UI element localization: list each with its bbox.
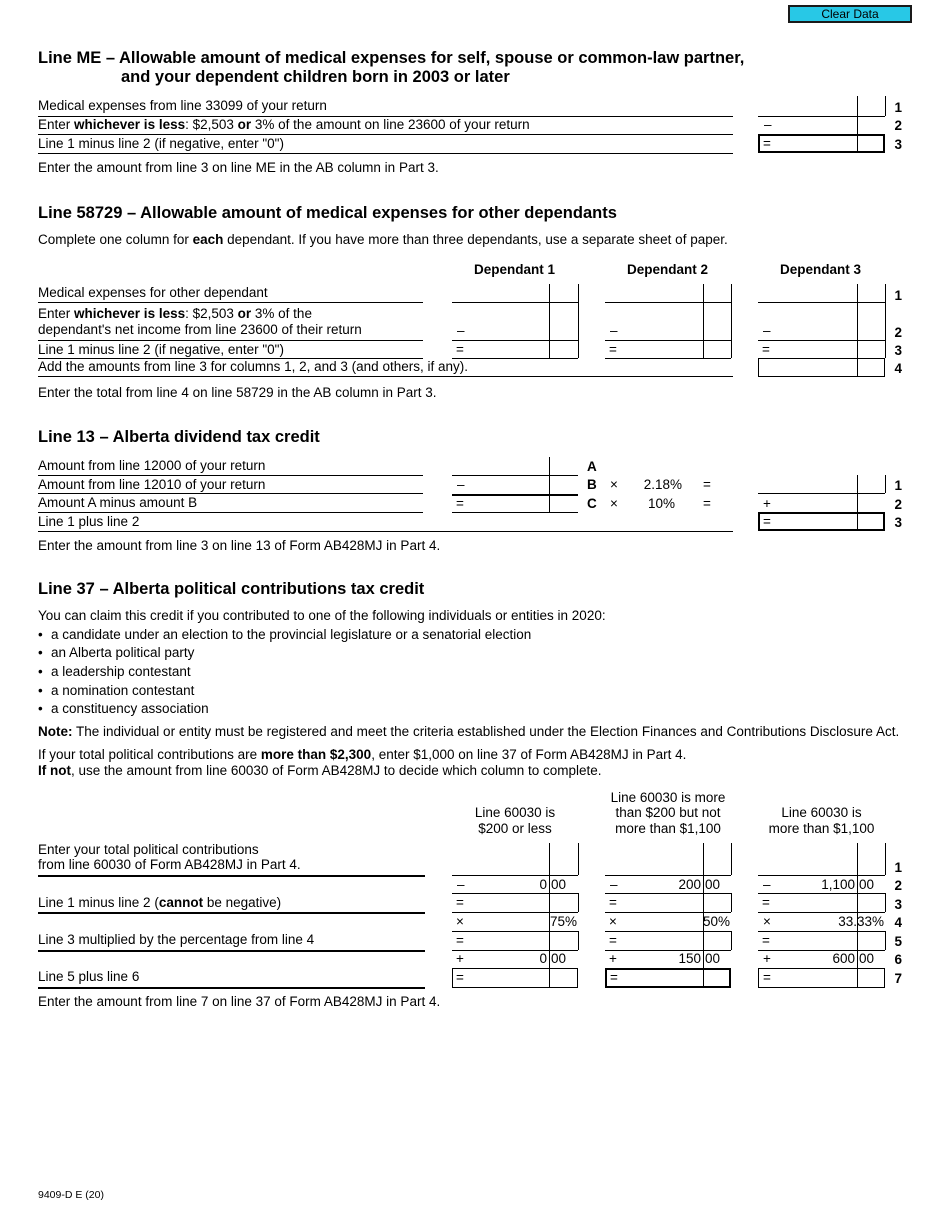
label-c: C <box>587 496 597 511</box>
pol-col2-line2-dollars: 200 <box>678 877 701 892</box>
divider <box>758 893 885 894</box>
pol-col1-rate: 75% <box>549 914 577 929</box>
bullet-item: • a nomination contestant <box>38 683 195 698</box>
pol-col2-line7-field[interactable] <box>605 968 731 988</box>
line-number-5: 5 <box>894 934 902 949</box>
cents-divider <box>703 302 704 340</box>
line-13-row2-label: Amount from line 12010 of your return <box>38 477 266 492</box>
times-sign: × <box>609 914 617 929</box>
divider <box>38 302 423 303</box>
equals-sign: = <box>609 895 617 910</box>
line-58729-intro: Complete one column for each dependant. If you have more than three dependants, use a separate sheet of paper. <box>38 232 728 247</box>
cents-divider <box>857 116 858 134</box>
line-number-3: 3 <box>894 897 902 912</box>
line-number-2: 2 <box>894 325 902 340</box>
pol-row7-label: Line 5 plus line 6 <box>38 969 140 984</box>
divider <box>38 512 423 513</box>
dependant-1-line1-field[interactable] <box>452 302 578 303</box>
pol-col3-line6-dollars: 600 <box>832 951 855 966</box>
column-edge <box>885 96 886 116</box>
line-13-note: Enter the amount from line 3 on line 13 of Form AB428MJ in Part 4. <box>38 538 441 553</box>
pol-row1-label-b: from line 60030 of Form AB428MJ in Part 4. <box>38 857 301 872</box>
cents-divider <box>857 512 858 531</box>
pol-col2-line6-dollars: 150 <box>678 951 701 966</box>
amount-c-field[interactable] <box>452 512 578 513</box>
pol-col1-line1-field[interactable] <box>452 875 578 876</box>
divider <box>38 475 423 476</box>
line-13-title: Line 13 – Alberta dividend tax credit <box>38 428 320 446</box>
cents-divider <box>549 284 550 302</box>
rate-b: 2.18% <box>643 477 682 492</box>
pol-col3-header-2: more than $1,100 <box>768 821 875 836</box>
equals-sign: = <box>609 933 617 948</box>
line-number-4: 4 <box>894 915 902 930</box>
minus-sign: – <box>457 477 465 492</box>
line-37-if-not: If not, use the amount from line 60030 of Form AB428MJ to decide which column to complete. <box>38 763 602 778</box>
line-58729-row3-label: Line 1 minus line 2 (if negative, enter "0") <box>38 342 284 357</box>
line-me-row3-label: Line 1 minus line 2 (if negative, enter "0") <box>38 136 284 151</box>
pol-col1-line2-cents: 00 <box>551 877 567 892</box>
divider <box>452 893 578 894</box>
line-37-note: Note: The individual or entity must be registered and meet the criteria established under the Election Finances and Contributions Disclosure Act. <box>38 724 900 739</box>
line-number-3: 3 <box>894 343 902 358</box>
line-number-3: 3 <box>894 137 902 152</box>
pol-col3-line7-field[interactable] <box>758 968 885 988</box>
cents-divider <box>549 457 550 512</box>
line-number-2: 2 <box>894 878 902 893</box>
dependant-total-line4-field[interactable] <box>758 358 885 377</box>
equals-sign: = <box>762 933 770 948</box>
equals-sign: = <box>703 496 711 511</box>
minus-sign: – <box>457 877 465 892</box>
minus-sign: – <box>457 323 465 338</box>
pol-col3-line1-field[interactable] <box>758 875 885 876</box>
dependant-2-header: Dependant 2 <box>626 262 708 277</box>
plus-sign: + <box>763 951 771 966</box>
divider <box>605 893 731 894</box>
line-number-2: 2 <box>894 118 902 133</box>
minus-sign: – <box>610 323 618 338</box>
column-edge <box>578 931 579 950</box>
column-edge <box>731 931 732 950</box>
cents-divider <box>857 340 858 358</box>
cents-divider <box>857 358 858 377</box>
divider <box>452 931 578 932</box>
divider <box>38 987 425 989</box>
bullet-item: • a candidate under an election to the provincial legislature or a senatorial election <box>38 627 532 642</box>
amount-field-line1[interactable] <box>758 116 885 117</box>
divider <box>38 875 425 877</box>
pol-col3-rate: 33.33% <box>838 914 884 929</box>
rate-c: 10% <box>647 496 675 511</box>
dividend-line1-field[interactable] <box>758 493 885 494</box>
dependant-1-line2-field[interactable] <box>452 340 578 341</box>
pol-row5-label: Line 3 multiplied by the percentage from line 4 <box>38 932 315 947</box>
line-number-4: 4 <box>894 361 902 376</box>
dependant-3-line1-field[interactable] <box>758 302 885 303</box>
amount-b-field[interactable] <box>452 494 578 496</box>
column-edge <box>885 893 886 912</box>
line-me-note: Enter the amount from line 3 on line ME in the AB column in Part 3. <box>38 160 439 175</box>
column-edge <box>578 843 579 875</box>
column-edge <box>731 284 732 358</box>
pol-col3-line2-cents: 00 <box>859 877 875 892</box>
pol-row3-label: Line 1 minus line 2 (cannot be negative) <box>38 895 282 910</box>
dependant-1-line3-field[interactable] <box>452 358 578 359</box>
line-me-title-2: and your dependent children born in 2003 or later <box>121 68 510 86</box>
equals-sign: = <box>763 514 771 529</box>
line-13-row3-label: Amount A minus amount B <box>38 495 198 510</box>
dependant-1-header: Dependant 1 <box>473 262 555 277</box>
column-edge <box>885 931 886 950</box>
pol-col2-header-2: than $200 but not <box>615 805 721 820</box>
minus-sign: – <box>763 877 771 892</box>
label-a: A <box>587 459 597 474</box>
divider <box>38 340 423 341</box>
pol-col2-header-3: more than $1,100 <box>615 821 721 836</box>
dependant-2-line1-field[interactable] <box>605 302 731 303</box>
line-me-row2-label: Enter whichever is less: $2,503 or 3% of the amount on line 23600 of your return <box>38 117 530 132</box>
equals-sign: = <box>762 342 770 357</box>
dependant-3-line2-field[interactable] <box>758 340 885 341</box>
minus-sign: – <box>610 877 618 892</box>
cents-divider <box>857 475 858 493</box>
divider <box>38 134 733 135</box>
line-me-row1-label: Medical expenses from line 33099 of your return <box>38 98 327 113</box>
pol-col2-line2-cents: 00 <box>705 877 721 892</box>
pol-col2-rate: 50% <box>702 914 730 929</box>
pol-col1-line6-cents: 00 <box>551 951 567 966</box>
equals-sign: = <box>456 933 464 948</box>
line-37-intro: You can claim this credit if you contributed to one of the following individuals or entities in 2020: <box>38 608 606 623</box>
cents-divider <box>857 493 858 512</box>
bullet-item: • a leadership contestant <box>38 664 191 679</box>
line-58729-row4-label: Add the amounts from line 3 for columns 1, 2, and 3 (and others, if any). <box>38 359 468 374</box>
label-b: B <box>587 477 597 492</box>
divider <box>758 931 885 932</box>
column-edge <box>885 843 886 875</box>
minus-sign: – <box>764 117 772 132</box>
divider <box>38 376 733 377</box>
line-58729-row2-label-a: Enter whichever is less: $2,503 or 3% of the <box>38 306 312 321</box>
divider <box>38 531 733 532</box>
line-37-threshold: If your total political contributions are more than $2,300, enter $1,000 on line 37 of Form AB428MJ in Part 4. <box>38 747 687 762</box>
line-number-3: 3 <box>894 515 902 530</box>
cents-divider <box>857 302 858 340</box>
plus-sign: + <box>456 951 464 966</box>
line-me-title-1: Line ME – Allowable amount of medical expenses for self, spouse or common-law partner, <box>38 49 745 67</box>
column-edge <box>885 284 886 358</box>
column-edge <box>731 893 732 912</box>
dividend-line3-field[interactable] <box>758 512 885 531</box>
equals-sign: = <box>456 496 464 511</box>
equals-sign: = <box>763 136 771 151</box>
dependant-3-header: Dependant 3 <box>779 262 861 277</box>
times-sign: × <box>456 914 464 929</box>
line-number-1: 1 <box>894 288 902 303</box>
column-edge <box>731 843 732 875</box>
form-footer-code: 9409-D E (20) <box>38 1189 104 1201</box>
line-number-6: 6 <box>894 952 902 967</box>
line-58729-note: Enter the total from line 4 on line 58729 in the AB column in Part 3. <box>38 385 437 400</box>
line-number-1: 1 <box>894 100 902 115</box>
equals-sign: = <box>456 895 464 910</box>
pol-col1-line7-field[interactable] <box>452 968 578 988</box>
cents-divider <box>703 340 704 358</box>
bullet-item: • an Alberta political party <box>38 645 195 660</box>
pol-col1-line3-field[interactable] <box>452 912 578 913</box>
pol-col2-line6-cents: 00 <box>705 951 721 966</box>
divider <box>38 153 733 154</box>
cents-divider <box>703 284 704 302</box>
column-edge <box>578 893 579 912</box>
pol-col2-header-1: Line 60030 is more <box>610 790 726 805</box>
pol-col3-line2-dollars: 1,100 <box>821 877 855 892</box>
times-sign: × <box>763 914 771 929</box>
pol-col1-header-1: Line 60030 is <box>474 805 556 820</box>
clear-data-button[interactable]: Clear Data <box>788 5 912 23</box>
line-number-7: 7 <box>894 971 902 986</box>
equals-sign: = <box>456 342 464 357</box>
minus-sign: – <box>763 323 771 338</box>
amount-field-line3[interactable] <box>758 134 885 153</box>
divider <box>38 912 425 914</box>
pol-col3-header-1: Line 60030 is <box>781 805 862 820</box>
plus-sign: + <box>763 496 771 511</box>
line-58729-row1-label: Medical expenses for other dependant <box>38 285 268 300</box>
amount-a-field[interactable] <box>452 475 578 476</box>
column-edge <box>578 284 579 358</box>
times-sign: × <box>610 477 618 492</box>
cents-divider <box>857 134 858 153</box>
equals-sign: = <box>763 970 771 985</box>
equals-sign: = <box>456 970 464 985</box>
cents-divider <box>857 284 858 302</box>
cents-divider <box>549 302 550 340</box>
dependant-2-line2-field[interactable] <box>605 340 731 341</box>
pol-col3-line6-cents: 00 <box>859 951 875 966</box>
bullet-item: • a constituency association <box>38 701 209 716</box>
line-number-2: 2 <box>894 497 902 512</box>
equals-sign: = <box>703 477 711 492</box>
pol-col3-line3-field[interactable] <box>758 912 885 913</box>
equals-sign: = <box>610 970 618 985</box>
cents-divider <box>857 96 858 116</box>
line-13-row1-label: Amount from line 12000 of your return <box>38 458 266 473</box>
pol-col1-line6-dollars: 0 <box>539 951 547 966</box>
pol-col2-line3-field[interactable] <box>605 912 731 913</box>
line-37-title: Line 37 – Alberta political contributions tax credit <box>38 580 425 598</box>
divider <box>38 493 423 494</box>
divider <box>38 950 425 952</box>
pol-col1-header-2: $200 or less <box>478 821 552 836</box>
divider <box>605 931 731 932</box>
pol-col2-line1-field[interactable] <box>605 875 731 876</box>
line-number-1: 1 <box>894 478 902 493</box>
pol-col1-line2-dollars: 0 <box>539 877 547 892</box>
line-58729-row2-label-b: dependant's net income from line 23600 of their return <box>38 322 362 337</box>
column-edge <box>885 475 886 493</box>
cents-divider <box>549 340 550 358</box>
equals-sign: = <box>609 342 617 357</box>
times-sign: × <box>610 496 618 511</box>
plus-sign: + <box>609 951 617 966</box>
line-13-row4-label: Line 1 plus line 2 <box>38 514 140 529</box>
line-37-final-note: Enter the amount from line 7 on line 37 of Form AB428MJ in Part 4. <box>38 994 441 1009</box>
pol-row1-label-a: Enter your total political contributions <box>38 842 259 857</box>
line-58729-title: Line 58729 – Allowable amount of medical expenses for other dependants <box>38 204 617 222</box>
line-number-1: 1 <box>894 860 902 875</box>
equals-sign: = <box>762 895 770 910</box>
dependant-2-line3-field[interactable] <box>605 358 731 359</box>
